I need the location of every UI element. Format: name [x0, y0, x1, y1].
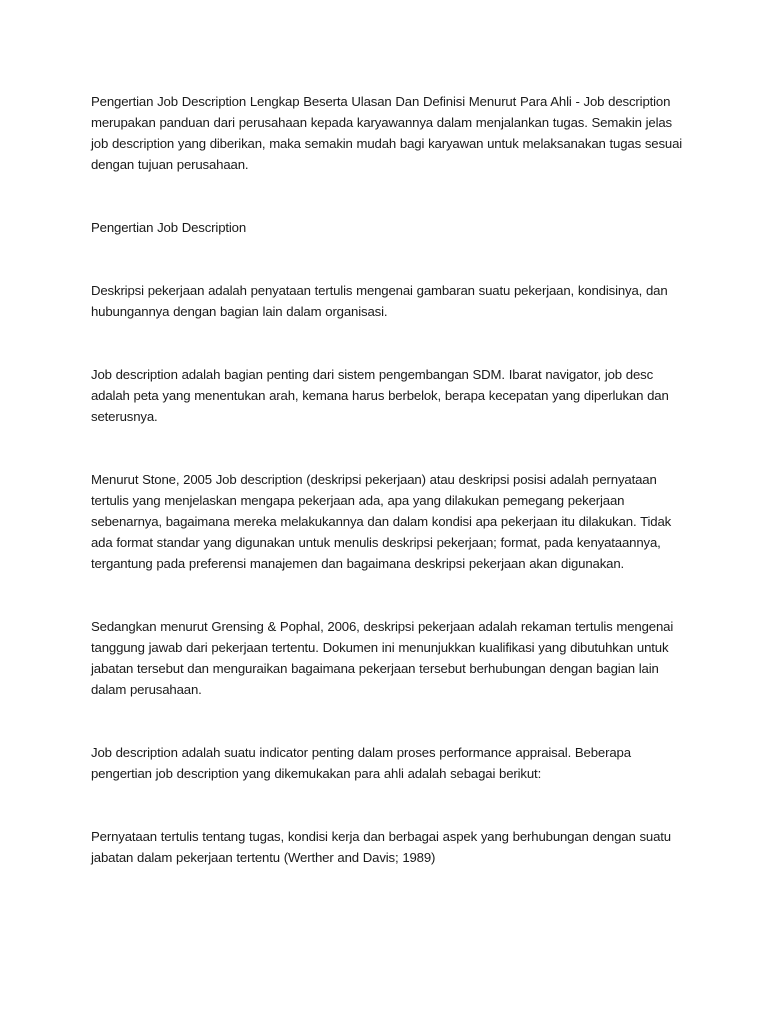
- werther-davis-paragraph: Pernyataan tertulis tentang tugas, kondisi kerja dan berbagai aspek yang berhubungan dengan suatu jabatan dalam pekerjaan tertentu (Werther and Davis; 1989): [91, 829, 671, 865]
- document-body: [91, 91, 691, 868]
- grensing-pophal-paragraph: Sedangkan menurut Grensing & Pophal, 2006, deskripsi pekerjaan adalah rekaman tertulis mengenai tanggung jawab dari pekerjaan tertentu. Dokumen ini menunjukkan kualifikasi yang dibutuhkan untuk jabatan tersebut dan menguraikan bagaimana pekerjaan tersebut berhubungan dengan bagian lain dalam perusahaan.: [91, 619, 674, 697]
- stone-paragraph: Menurut Stone, 2005 Job description (deskripsi pekerjaan) atau deskripsi posisi adalah pernyataan tertulis yang menjelaskan mengapa pekerjaan ada, apa yang dilakukan pemegang pekerjaan sebenarnya, bagaimana mereka melakukannya dan dalam kondisi apa pekerjaan itu dilakukan. Tidak ada format standar yang digunakan untuk menulis deskripsi pekerjaan; format, pada kenyataannya, tergantung pada preferensi manajemen dan bagaimana deskripsi pekerjaan akan digunakan.: [91, 472, 672, 571]
- navigator-paragraph: Job description adalah bagian penting dari sistem pengembangan SDM. Ibarat navigator, job desc adalah peta yang menentukan arah, kemana harus berbelok, berapa kecepatan yang diperlukan dan seterusnya.: [91, 367, 669, 424]
- section-heading: Pengertian Job Description: [91, 220, 247, 235]
- definition-paragraph: Deskripsi pekerjaan adalah penyataan tertulis mengenai gambaran suatu pekerjaan, kondisinya, dan hubungannya dengan bagian lain dalam organisasi.: [91, 283, 668, 319]
- performance-appraisal-paragraph: Job description adalah suatu indicator penting dalam proses performance appraisal. Beberapa pengertian job description yang dikemukakan para ahli adalah sebagai berikut:: [91, 745, 631, 781]
- intro-paragraph: Pengertian Job Description Lengkap Beserta Ulasan Dan Definisi Menurut Para Ahli - Job description merupakan panduan dari perusahaan kepada karyawannya dalam menjalankan tugas. Semakin jelas job description yang diberikan, maka semakin mudah bagi karyawan untuk melaksanakan tugas sesuai dengan tujuan perusahaan.: [91, 94, 683, 172]
